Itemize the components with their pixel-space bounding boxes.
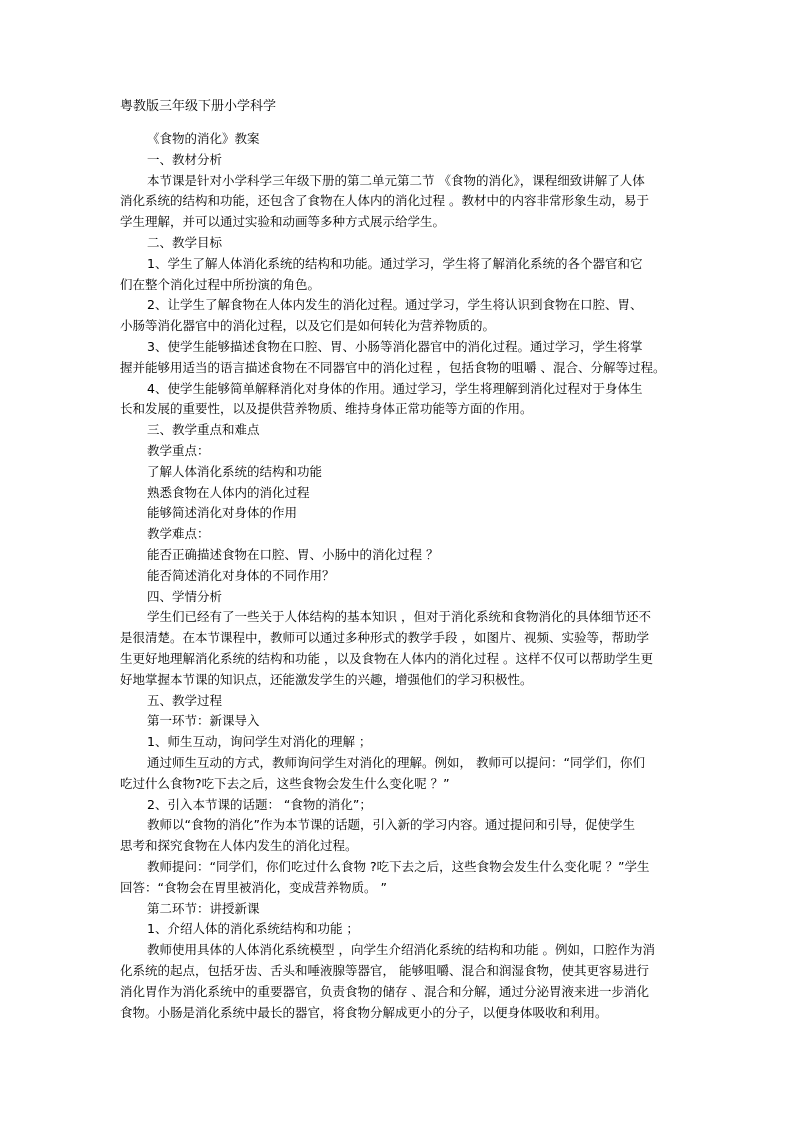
text-line: 教师使用具体的人体消化系统模型 ，向学生介绍消化系统的结构和功能 。例如，口腔作为消 <box>147 942 655 958</box>
text-line: 是很清楚。在本节课程中，教师可以通过多种形式的教学手段 ，如图片、视频、实验等，帮助学 <box>120 630 649 646</box>
text-line: 能否简述消化对身体的不同作用？ <box>147 567 335 583</box>
text-line: 三、教学重点和难点 <box>147 422 260 438</box>
text-line: 好地掌握本节课的知识点，还能激发学生的兴趣，增强他们的学习积极性。 <box>120 671 533 687</box>
text-line: 通过师生互动的方式，教师询问学生对消化的理解。例如， 教师可以提问：“同学们，你们 <box>147 755 645 770</box>
text-line: 《食物的消化》教案 <box>147 131 260 146</box>
text-line: 4、使学生能够简单解释消化对身体的作用。通过学习，学生将理解到消化过程对于身体生 <box>147 380 643 396</box>
text-line: 1、学生了解人体消化系统的结构和功能。通过学习，学生将了解消化系统的各个器官和它 <box>147 255 643 271</box>
text-line: 食物。小肠是消化系统中最长的器官，将食物分解成更小的分子，以便身体吸收和利用。 <box>120 1004 608 1020</box>
text-line: 四、学情分析 <box>147 588 223 604</box>
text-line: 3、使学生能够描述食物在口腔、胃、小肠等消化器官中的消化过程。通过学习，学生将掌 <box>147 339 643 354</box>
text-line: 消化胃作为消化系统中的重要器官，负责食物的储存 、混合和分解，通过分泌胃液来进一步消化 <box>120 983 649 999</box>
text-line: 消化系统的结构和功能，还包含了食物在人体内的消化过程 。教材中的内容非常形象生动，易于 <box>120 193 649 209</box>
text-line: 化系统的起点，包括牙齿、舌头和唾液腺等器官， 能够咀嚼、混合和润湿食物，使其更容易进行 <box>120 963 649 978</box>
text-line: 学生们已经有了一些关于人体结构的基本知识 ，但对于消化系统和食物消化的具体细节还不 <box>147 609 651 625</box>
text-line: 吃过什么食物?吃下去之后，这些食物会发生什么变化呢 ？” <box>120 775 450 791</box>
text-line: 熟悉食物在人体内的消化过程 <box>147 484 310 500</box>
text-line: 长和发展的重要性，以及提供营养物质、维持身体正常功能等方面的作用。 <box>120 401 533 417</box>
text-line: 了解人体消化系统的结构和功能 <box>147 463 323 479</box>
text-line: 生更好地理解消化系统的结构和功能 ，以及食物在人体内的消化过程 。这样不仅可以帮助学生更 <box>120 651 653 666</box>
text-line: 握并能够用适当的语言描述食物在不同器官中的消化过程 ，包括食物的咀嚼 、混合、分解等过程。 <box>120 359 666 375</box>
text-line: 2、让学生了解食物在人体内发生的消化过程。通过学习，学生将认识到食物在口腔、胃、 <box>147 297 643 313</box>
text-line: 能够简述消化对身体的作用 <box>147 505 298 521</box>
text-line: 1、介绍人体的消化系统结构和功能 ； <box>147 921 359 937</box>
text-line: 1、师生互动，询问学生对消化的理解 ； <box>147 734 372 750</box>
text-line: 2、引入本节课的话题： “食物的消化”； <box>147 796 372 812</box>
text-line: 教学难点： <box>147 526 210 542</box>
text-line: 一、教材分析 <box>147 151 223 167</box>
text-line: 们在整个消化过程中所扮演的角色。 <box>120 276 321 292</box>
text-line: 学生理解，并可以通过实验和动画等多种方式展示给学生。 <box>120 214 446 230</box>
text-line: 小肠等消化器官中的消化过程，以及它们是如何转化为营养物质的。 <box>120 318 496 334</box>
text-line: 二、教学目标 <box>147 235 223 250</box>
text-line: 能否正确描述食物在口腔、胃、小肠中的消化过程 ？ <box>147 547 439 562</box>
text-line: 回答：“食物会在胃里被消化，变成营养物质。 ” <box>120 879 387 895</box>
text-line: 教学重点： <box>147 443 210 458</box>
text-line: 第一环节：新课导入 <box>147 713 260 729</box>
text-line: 五、教学过程 <box>147 692 223 708</box>
text-line: 第二环节：讲授新课 <box>147 900 260 916</box>
text-line: 教师以“食物的消化”作为本节课的话题，引入新的学习内容。通过提问和引导，促使学生 <box>147 817 635 833</box>
text-line: 思考和探究食物在人体内发生的消化过程。 <box>120 838 358 854</box>
document-title: 粤教版三年级下册小学科学 <box>120 99 277 114</box>
text-line: 教师提问：“同学们，你们吃过什么食物 ?吃下去之后，这些食物会发生什么变化呢 ？”学生 <box>147 859 650 874</box>
text-line: 本节课是针对小学科学三年级下册的第二单元第二节 《食物的消化》，课程细致讲解了人体 <box>147 172 645 188</box>
